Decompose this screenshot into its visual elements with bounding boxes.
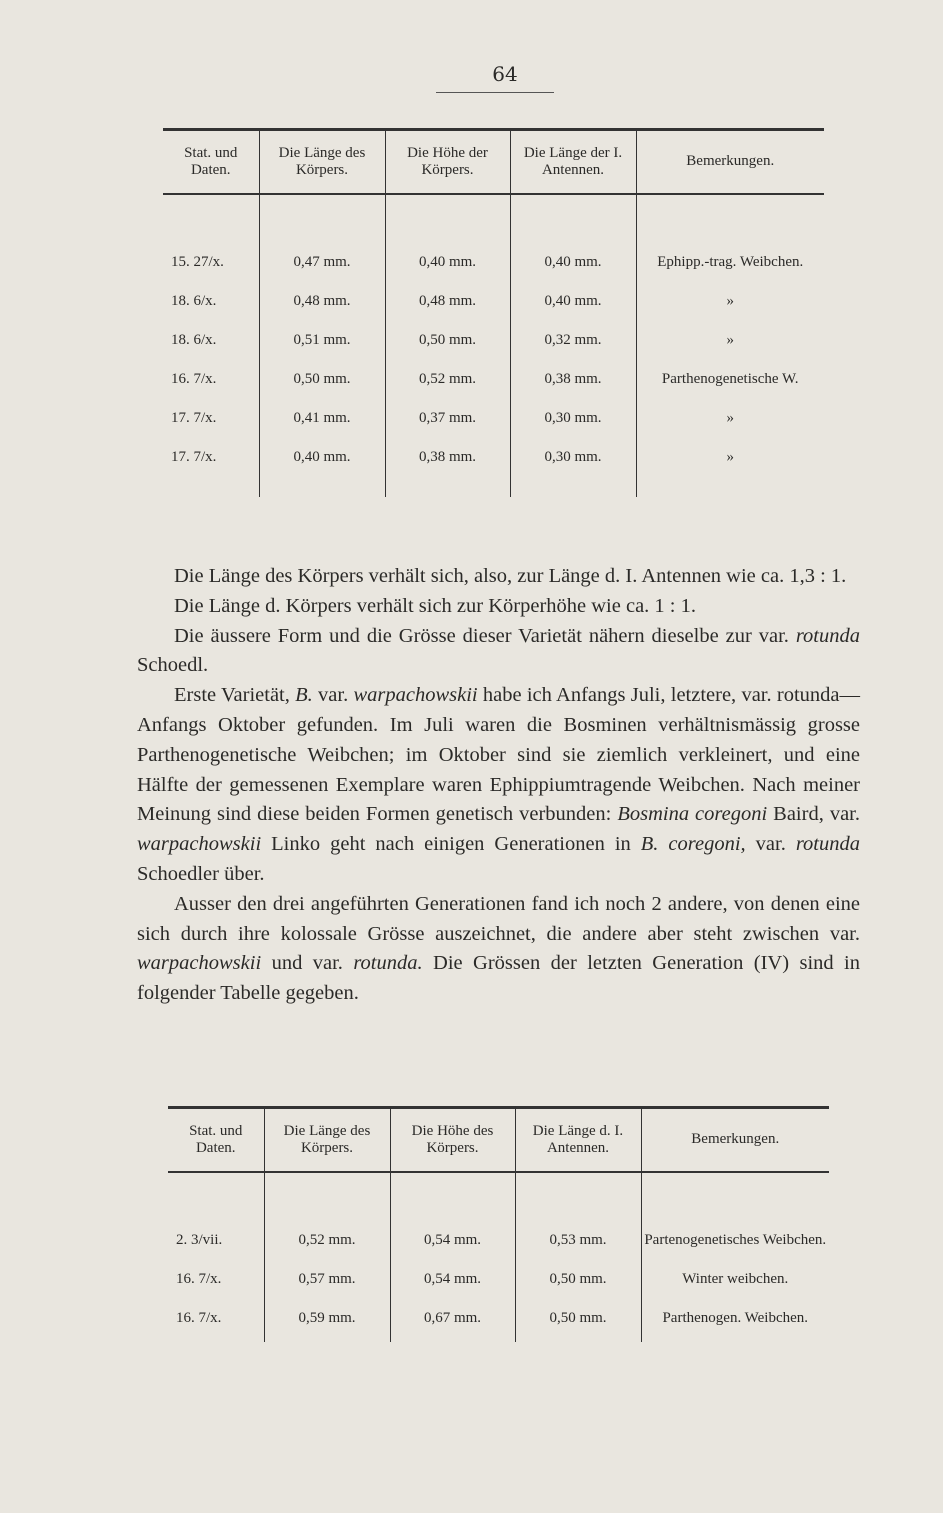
paragraph (137, 592, 860, 622)
paragraph (137, 562, 860, 592)
table-row (168, 1250, 829, 1289)
cell-antenna-length: 0,40 mm. (510, 194, 636, 272)
cell-body-length: 0,48 mm. (259, 272, 385, 311)
species-name: rotunda. (353, 952, 423, 975)
cell-antenna-length: 0,30 mm. (510, 428, 636, 497)
cell-station: 18. 6/x. (171, 292, 217, 309)
cell-station: 17. 7/x. (171, 409, 217, 426)
cell-station: 16. 7/x. (176, 1270, 222, 1287)
header-body-height: Die Höhe des Körpers. (390, 1108, 515, 1172)
cell-body-height: 0,48 mm. (385, 272, 510, 311)
cell-body-height: 0,40 mm. (385, 194, 510, 272)
paragraph-text: Die Länge des Körpers verhält sich, also, zur Länge d. I. Antennen wie ca. 1,3 : 1. (174, 565, 847, 587)
paragraph (137, 681, 860, 890)
cell-body-height: 0,52 mm. (385, 350, 510, 389)
cell-antenna-length: 0,53 mm. (515, 1172, 641, 1250)
body-text (137, 562, 860, 1009)
paragraph (137, 890, 860, 1009)
header-station: Stat. und Daten. (168, 1108, 264, 1172)
table-row (163, 194, 824, 272)
cell-remarks: » (636, 311, 824, 350)
cell-body-height: 0,37 mm. (385, 389, 510, 428)
header-remarks: Bemerkungen. (636, 130, 824, 194)
cell-body-length: 0,50 mm. (259, 350, 385, 389)
cell-body-length: 0,59 mm. (264, 1289, 390, 1342)
header-antenna-length: Die Länge d. I. Antennen. (515, 1108, 641, 1172)
paragraph (137, 622, 860, 682)
cell-station: 15. 27/x. (171, 253, 224, 270)
header-body-length: Die Länge des Körpers. (259, 130, 385, 194)
cell-station: 2. 3/vii. (176, 1231, 223, 1248)
cell-antenna-length: 0,50 mm. (515, 1250, 641, 1289)
paragraph-text: Die Länge d. Körpers verhält sich zur Körperhöhe wie ca. 1 : 1. (174, 594, 696, 617)
page-number: 64 (492, 62, 518, 86)
cell-body-height: 0,67 mm. (390, 1289, 515, 1342)
cell-remarks: Winter weibchen. (641, 1250, 829, 1289)
cell-body-length: 0,57 mm. (264, 1250, 390, 1289)
header-station: Stat. und Daten. (163, 130, 259, 194)
cell-station: 18. 6/x. (171, 331, 217, 348)
paragraph-text: var. (312, 684, 354, 707)
paragraph-text: Die äussere Form und die Grösse dieser Varietät nähern dieselbe zur var. (174, 624, 796, 647)
table-row (163, 428, 824, 497)
header-antenna-length: Die Länge der I. Antennen. (510, 130, 636, 194)
species-name: warpachowskii (353, 684, 478, 707)
paragraph-text: habe ich Anfangs Juli, letztere, var. rotunda—Anfangs Oktober gefunden. Im Juli waren die Bosminen verhältnismässig grosse Parthenogenetische Weibchen; im Oktober sind sie ziemlich verkleinert, und eine Hälfte der gemessenen Exemplare waren Ephippiumtragende Weibchen. Nach meiner Meinung sind diese beiden Formen genetisch verbunden: (137, 684, 860, 826)
species-name: warpachowskii (137, 833, 262, 856)
cell-antenna-length: 0,30 mm. (510, 389, 636, 428)
cell-antenna-length: 0,32 mm. (510, 311, 636, 350)
cell-body-height: 0,38 mm. (385, 428, 510, 497)
table-row (163, 272, 824, 311)
measurement-table-2 (168, 1106, 829, 1342)
species-name: B. coregoni, (640, 833, 746, 856)
paragraph-text: Schoedl. (137, 654, 209, 677)
species-name: rotunda (795, 624, 860, 647)
cell-body-height: 0,54 mm. (390, 1250, 515, 1289)
cell-remarks: Ephipp.-trag. Weibchen. (636, 194, 824, 272)
table-row (168, 1172, 829, 1250)
cell-antenna-length: 0,50 mm. (515, 1289, 641, 1342)
cell-station: 16. 7/x. (176, 1309, 222, 1326)
cell-remarks: » (636, 389, 824, 428)
header-remarks: Bemerkungen. (641, 1108, 829, 1172)
cell-body-length: 0,51 mm. (259, 311, 385, 350)
cell-body-height: 0,50 mm. (385, 311, 510, 350)
cell-remarks: » (636, 428, 824, 497)
species-name: rotunda (795, 833, 861, 856)
species-name: warpachowskii (137, 952, 262, 975)
cell-remarks: Parthenogenetische W. (636, 350, 824, 389)
paragraph-text: Baird, var. (767, 803, 860, 826)
table-row (168, 1289, 829, 1342)
cell-antenna-length: 0,40 mm. (510, 272, 636, 311)
cell-body-length: 0,40 mm. (259, 428, 385, 497)
cell-station: 16. 7/x. (171, 370, 217, 387)
header-body-length: Die Länge des Körpers. (264, 1108, 390, 1172)
cell-remarks: Parthenogen. Weibchen. (641, 1289, 829, 1342)
paragraph-text: Linko geht nach einigen Generationen in (261, 833, 641, 856)
paragraph-text: und var. (261, 952, 354, 975)
page-number-rule (436, 92, 554, 93)
table-row (163, 389, 824, 428)
cell-body-length: 0,47 mm. (259, 194, 385, 272)
paragraph-text: Schoedler über. (137, 862, 265, 885)
table-row (163, 350, 824, 389)
cell-body-height: 0,54 mm. (390, 1172, 515, 1250)
species-name: Bosmina coregoni (617, 803, 768, 826)
paragraph-text: Ausser den drei angeführten Generationen fand ich noch 2 andere, von denen eine sich durch ihre kolossale Grösse auszeichnet, die andere aber steht zwischen var. (137, 892, 860, 945)
paragraph-text: Erste Varietät, (174, 684, 296, 707)
cell-body-length: 0,52 mm. (264, 1172, 390, 1250)
cell-remarks: » (636, 272, 824, 311)
table-row (163, 311, 824, 350)
cell-antenna-length: 0,38 mm. (510, 350, 636, 389)
cell-station: 17. 7/x. (171, 448, 217, 465)
cell-remarks: Partenogenetisches Weibchen. (641, 1172, 829, 1250)
paragraph-text: var. (745, 833, 796, 856)
species-name: B. (295, 684, 313, 707)
cell-body-length: 0,41 mm. (259, 389, 385, 428)
paragraph-text: Die Grössen der letzten Generation (IV) sind in folgender Tabelle gegeben. (137, 952, 860, 1005)
header-body-height: Die Höhe der Körpers. (385, 130, 510, 194)
measurement-table-1 (163, 128, 824, 497)
